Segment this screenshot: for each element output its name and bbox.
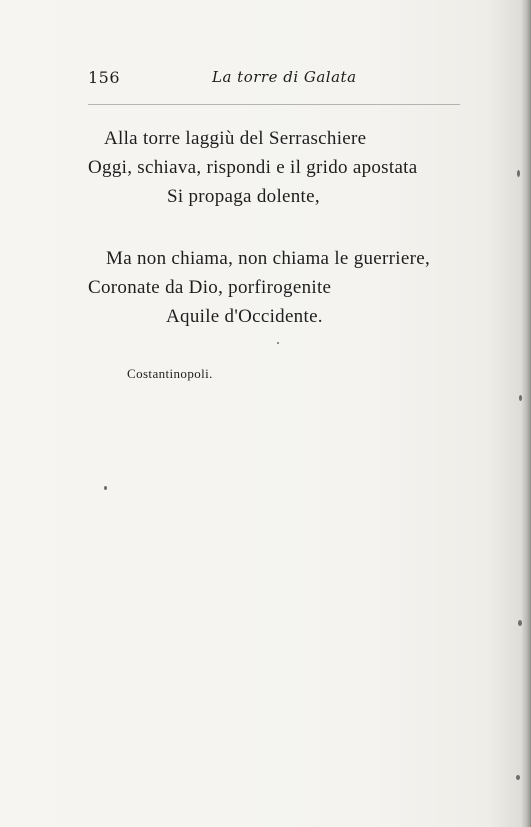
- print-speck: [104, 486, 107, 490]
- print-speck: [277, 342, 279, 344]
- page-number: 156: [88, 68, 121, 87]
- verse-line: Alla torre laggiù del Serraschiere: [104, 128, 367, 149]
- running-head: [88, 68, 460, 90]
- verse-line: Aquile d'Occidente.: [166, 306, 323, 327]
- print-speck: [519, 395, 522, 401]
- verse-line: Coronate da Dio, porfirogenite: [88, 277, 332, 298]
- running-title: La torre di Galata: [212, 68, 357, 86]
- verse-line: Oggi, schiava, rispondi e il grido apostata: [88, 157, 418, 178]
- place-signoff: Costantinopoli.: [127, 366, 213, 381]
- print-speck: [516, 775, 520, 780]
- print-speck: [517, 170, 520, 177]
- page-edge-shadow: [521, 0, 531, 827]
- verse-line: Ma non chiama, non chiama le guerriere,: [106, 248, 431, 269]
- print-speck: [518, 620, 522, 626]
- header-rule: [88, 104, 460, 105]
- verse-line: Si propaga dolente,: [167, 186, 320, 207]
